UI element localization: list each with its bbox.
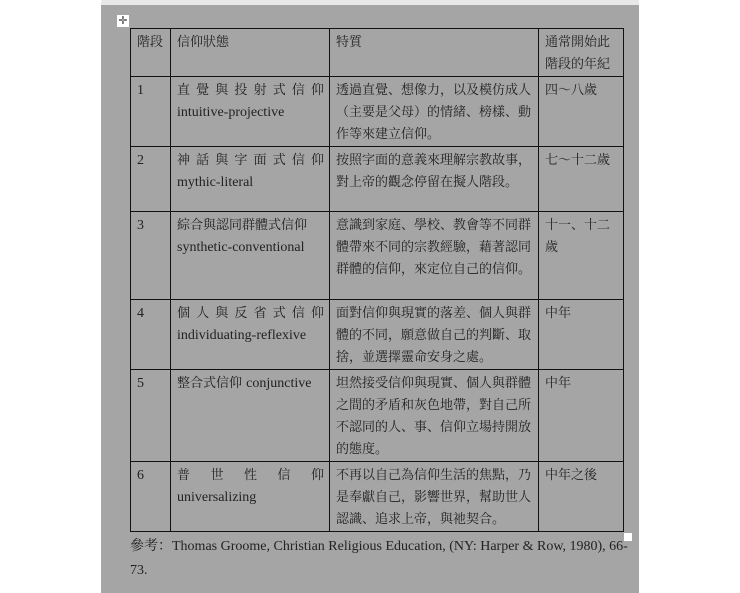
page-content	[130, 28, 628, 583]
faith-state	[171, 300, 330, 370]
faith-state-en: universalizing	[177, 490, 257, 505]
faith-state-en: synthetic-conventional	[177, 240, 305, 255]
age: 十一、十二歲	[539, 212, 624, 300]
document-page	[101, 5, 639, 593]
faith-state-zh: 神話與字面式信仰	[177, 153, 324, 168]
table-header-row	[131, 29, 624, 77]
faith-state	[171, 212, 330, 300]
faith-state-en: intuitive-projective	[177, 105, 285, 120]
stage-number: 4	[131, 300, 171, 370]
header-age: 通常開始此階段的年紀	[539, 29, 624, 77]
traits: 按照字面的意義來理解宗教故事，對上帝的觀念停留在擬人階段。	[330, 147, 539, 212]
table-row	[131, 212, 624, 300]
table-row	[131, 147, 624, 212]
age: 中年	[539, 300, 624, 370]
table-row	[131, 300, 624, 370]
faith-state	[171, 370, 330, 462]
faith-state-zh: 綜合與認同群體式信仰	[177, 218, 308, 233]
faith-state-en: conjunctive	[246, 376, 312, 391]
faith-state	[171, 77, 330, 147]
table-row	[131, 77, 624, 147]
age: 中年之後	[539, 462, 624, 532]
age: 七～十二歲	[539, 147, 624, 212]
traits: 透過直覺、想像力，以及模仿成人（主要是父母）的情緒、榜樣、動作等來建立信仰。	[330, 77, 539, 147]
faith-stages-table	[130, 28, 624, 532]
stage-number: 3	[131, 212, 171, 300]
stage-number: 6	[131, 462, 171, 532]
traits: 不再以自己為信仰生活的焦點，乃是奉獻自己，影響世界，幫助世人認識、追求上帝，與祂契合。	[330, 462, 539, 532]
table-wrapper	[130, 28, 623, 532]
table-row	[131, 370, 624, 462]
header-stage: 階段	[131, 29, 171, 77]
faith-state	[171, 462, 330, 532]
age: 四～八歲	[539, 77, 624, 147]
faith-state-zh: 整合式信仰	[177, 376, 243, 391]
faith-state-en: mythic-literal	[177, 175, 254, 190]
faith-state-en: individuating-reflexive	[177, 328, 307, 343]
faith-state-zh: 個人與反省式信仰	[177, 306, 324, 321]
reference-note: 參考：Thomas Groome, Christian Religious Education, (NY: Harper & Row, 1980), 66-73.	[130, 539, 628, 578]
traits: 面對信仰與現實的落差、個人與群體的不同，願意做自己的判斷、取捨，並選擇靈命安身之處。	[330, 300, 539, 370]
traits: 意識到家庭、學校、教會等不同群體帶來不同的宗教經驗，藉著認同群體的信仰，來定位自己的信仰。	[330, 212, 539, 300]
traits: 坦然接受信仰與現實、個人與群體之間的矛盾和灰色地帶，對自己所不認同的人、事、信仰立場持開放的態度。	[330, 370, 539, 462]
stage-number: 5	[131, 370, 171, 462]
stage-number: 2	[131, 147, 171, 212]
faith-state-zh: 普世性信仰	[177, 468, 324, 483]
stage-number: 1	[131, 77, 171, 147]
header-traits: 特質	[330, 29, 539, 77]
faith-state	[171, 147, 330, 212]
faith-state-zh: 直覺與投射式信仰	[177, 83, 324, 98]
header-faith-state: 信仰狀態	[171, 29, 330, 77]
table-move-handle-icon[interactable]: ✛	[118, 14, 128, 27]
age: 中年	[539, 370, 624, 462]
table-row	[131, 462, 624, 532]
